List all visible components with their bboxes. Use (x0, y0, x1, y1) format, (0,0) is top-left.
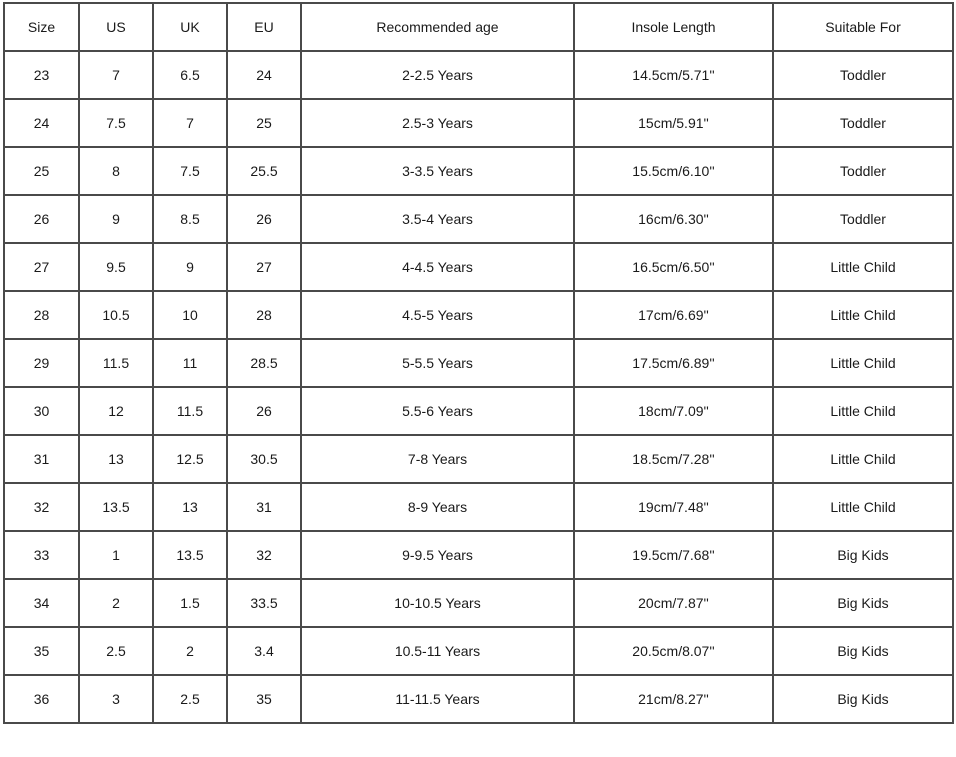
cell-size: 31 (4, 435, 79, 483)
cell-suitable-for: Little Child (773, 387, 953, 435)
table-row (4, 339, 953, 387)
cell-recommended-age: 9-9.5 Years (301, 531, 574, 579)
cell-us: 7.5 (79, 99, 153, 147)
cell-us: 13.5 (79, 483, 153, 531)
cell-recommended-age: 7-8 Years (301, 435, 574, 483)
cell-recommended-age: 11-11.5 Years (301, 675, 574, 723)
cell-size: 27 (4, 243, 79, 291)
cell-eu: 3.4 (227, 627, 301, 675)
cell-insole-length: 18.5cm/7.28'' (574, 435, 773, 483)
cell-insole-length: 21cm/8.27'' (574, 675, 773, 723)
cell-eu: 25 (227, 99, 301, 147)
cell-insole-length: 20.5cm/8.07'' (574, 627, 773, 675)
cell-suitable-for: Toddler (773, 99, 953, 147)
cell-us: 9 (79, 195, 153, 243)
cell-size: 25 (4, 147, 79, 195)
cell-recommended-age: 3.5-4 Years (301, 195, 574, 243)
cell-size: 36 (4, 675, 79, 723)
table-row (4, 387, 953, 435)
cell-us: 9.5 (79, 243, 153, 291)
cell-eu: 33.5 (227, 579, 301, 627)
cell-uk: 1.5 (153, 579, 227, 627)
cell-eu: 30.5 (227, 435, 301, 483)
cell-us: 2.5 (79, 627, 153, 675)
cell-size: 34 (4, 579, 79, 627)
cell-uk: 7.5 (153, 147, 227, 195)
cell-recommended-age: 3-3.5 Years (301, 147, 574, 195)
cell-uk: 13 (153, 483, 227, 531)
cell-suitable-for: Big Kids (773, 579, 953, 627)
cell-eu: 28.5 (227, 339, 301, 387)
cell-eu: 27 (227, 243, 301, 291)
cell-insole-length: 16cm/6.30'' (574, 195, 773, 243)
cell-us: 2 (79, 579, 153, 627)
cell-recommended-age: 10-10.5 Years (301, 579, 574, 627)
cell-recommended-age: 4-4.5 Years (301, 243, 574, 291)
cell-recommended-age: 2.5-3 Years (301, 99, 574, 147)
cell-recommended-age: 5-5.5 Years (301, 339, 574, 387)
cell-insole-length: 20cm/7.87'' (574, 579, 773, 627)
cell-suitable-for: Big Kids (773, 675, 953, 723)
cell-size: 23 (4, 51, 79, 99)
cell-suitable-for: Little Child (773, 483, 953, 531)
cell-us: 8 (79, 147, 153, 195)
cell-suitable-for: Toddler (773, 195, 953, 243)
cell-recommended-age: 2-2.5 Years (301, 51, 574, 99)
table-row (4, 579, 953, 627)
cell-suitable-for: Little Child (773, 243, 953, 291)
size-chart-table (3, 2, 954, 724)
cell-uk: 2 (153, 627, 227, 675)
cell-size: 24 (4, 99, 79, 147)
table-row (4, 99, 953, 147)
header-insole-length: Insole Length (574, 3, 773, 51)
cell-eu: 35 (227, 675, 301, 723)
cell-size: 35 (4, 627, 79, 675)
cell-us: 7 (79, 51, 153, 99)
cell-recommended-age: 5.5-6 Years (301, 387, 574, 435)
cell-eu: 31 (227, 483, 301, 531)
cell-recommended-age: 8-9 Years (301, 483, 574, 531)
cell-us: 10.5 (79, 291, 153, 339)
cell-suitable-for: Big Kids (773, 627, 953, 675)
cell-insole-length: 15.5cm/6.10'' (574, 147, 773, 195)
cell-eu: 24 (227, 51, 301, 99)
cell-us: 1 (79, 531, 153, 579)
cell-eu: 28 (227, 291, 301, 339)
cell-recommended-age: 10.5-11 Years (301, 627, 574, 675)
cell-insole-length: 17cm/6.69'' (574, 291, 773, 339)
table-row (4, 531, 953, 579)
cell-eu: 26 (227, 195, 301, 243)
cell-insole-length: 19.5cm/7.68'' (574, 531, 773, 579)
cell-suitable-for: Toddler (773, 51, 953, 99)
cell-uk: 11 (153, 339, 227, 387)
cell-suitable-for: Little Child (773, 291, 953, 339)
cell-uk: 8.5 (153, 195, 227, 243)
cell-suitable-for: Little Child (773, 339, 953, 387)
cell-uk: 13.5 (153, 531, 227, 579)
cell-size: 33 (4, 531, 79, 579)
cell-insole-length: 19cm/7.48'' (574, 483, 773, 531)
cell-us: 13 (79, 435, 153, 483)
cell-us: 11.5 (79, 339, 153, 387)
cell-suitable-for: Toddler (773, 147, 953, 195)
cell-eu: 25.5 (227, 147, 301, 195)
cell-insole-length: 16.5cm/6.50'' (574, 243, 773, 291)
cell-insole-length: 18cm/7.09'' (574, 387, 773, 435)
cell-size: 28 (4, 291, 79, 339)
cell-eu: 26 (227, 387, 301, 435)
table-row (4, 195, 953, 243)
table-row (4, 291, 953, 339)
cell-size: 29 (4, 339, 79, 387)
cell-insole-length: 14.5cm/5.71'' (574, 51, 773, 99)
cell-size: 26 (4, 195, 79, 243)
table-row (4, 627, 953, 675)
cell-us: 12 (79, 387, 153, 435)
cell-size: 32 (4, 483, 79, 531)
table-row (4, 435, 953, 483)
cell-size: 30 (4, 387, 79, 435)
header-row (4, 3, 953, 51)
header-us: US (79, 3, 153, 51)
header-size: Size (4, 3, 79, 51)
cell-uk: 11.5 (153, 387, 227, 435)
cell-suitable-for: Little Child (773, 435, 953, 483)
table-row (4, 675, 953, 723)
header-recommended-age: Recommended age (301, 3, 574, 51)
table-row (4, 51, 953, 99)
header-eu: EU (227, 3, 301, 51)
table-header (4, 3, 953, 51)
cell-uk: 2.5 (153, 675, 227, 723)
cell-eu: 32 (227, 531, 301, 579)
cell-insole-length: 15cm/5.91'' (574, 99, 773, 147)
table-row (4, 483, 953, 531)
cell-uk: 9 (153, 243, 227, 291)
table-row (4, 243, 953, 291)
cell-uk: 10 (153, 291, 227, 339)
cell-uk: 6.5 (153, 51, 227, 99)
header-suitable-for: Suitable For (773, 3, 953, 51)
cell-suitable-for: Big Kids (773, 531, 953, 579)
header-uk: UK (153, 3, 227, 51)
table-row (4, 147, 953, 195)
cell-insole-length: 17.5cm/6.89'' (574, 339, 773, 387)
cell-recommended-age: 4.5-5 Years (301, 291, 574, 339)
cell-us: 3 (79, 675, 153, 723)
table-body (4, 51, 953, 723)
cell-uk: 12.5 (153, 435, 227, 483)
cell-uk: 7 (153, 99, 227, 147)
